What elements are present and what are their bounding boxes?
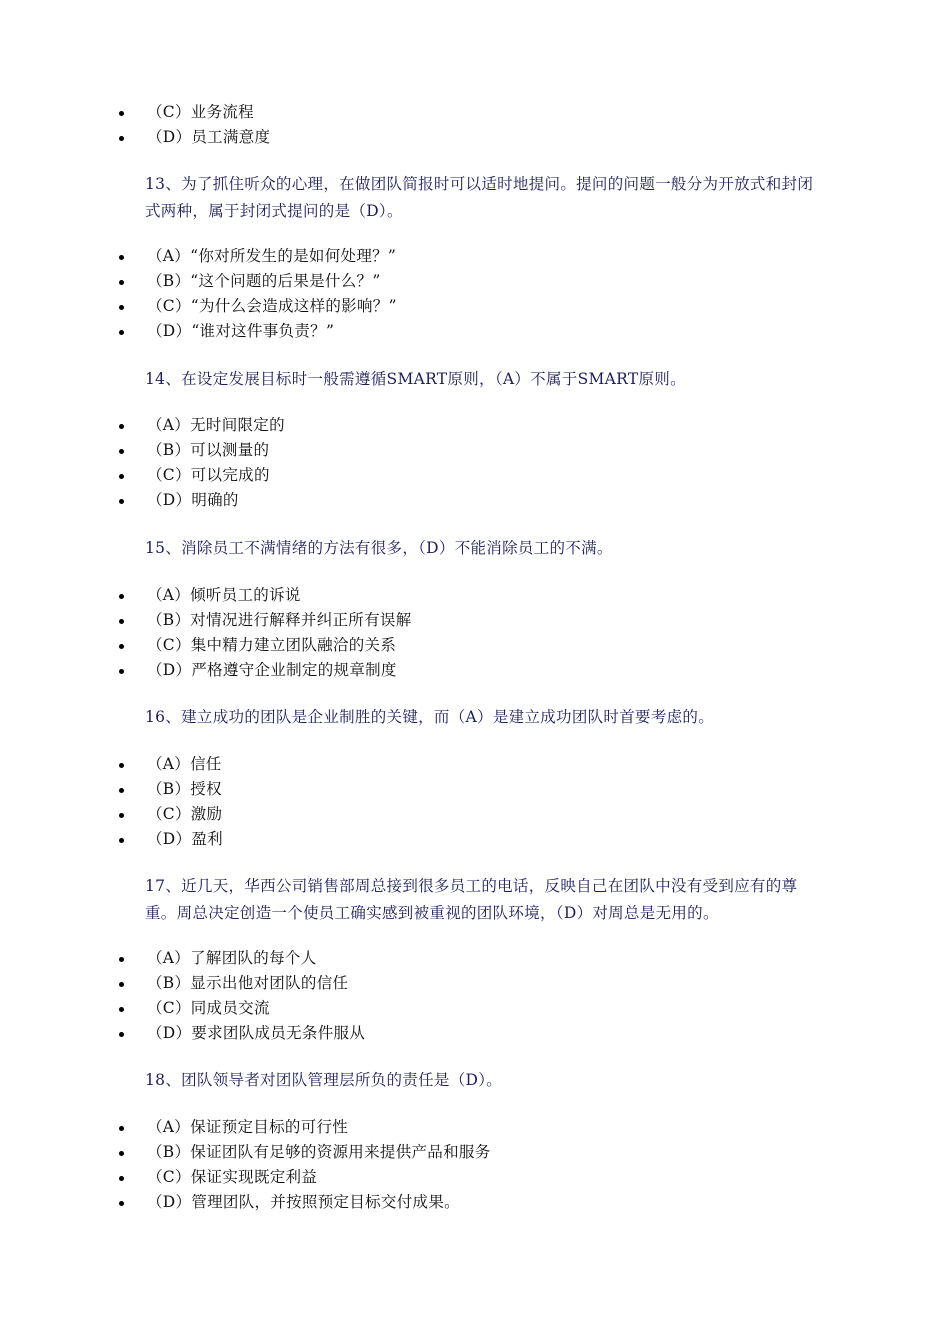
list-item: （A）“你对所发生的是如何处理？” bbox=[0, 244, 950, 269]
bullet-icon bbox=[119, 813, 124, 818]
list-item: （D）“谁对这件事负责？” bbox=[0, 319, 950, 344]
question-17: 17、近几天，华西公司销售部周总接到很多员工的电话，反映自己在团队中没有受到应有的尊重。周总决定创造一个使员工确实感到被重视的团队环境，（D）对周总是无用的。 bbox=[145, 877, 798, 922]
list-item: （D）管理团队，并按照预定目标交付成果。 bbox=[0, 1190, 950, 1215]
list-item: （B）可以测量的 bbox=[0, 438, 950, 463]
bullet-icon bbox=[119, 1126, 124, 1131]
bullet-icon bbox=[119, 305, 124, 310]
list-item: （D）明确的 bbox=[0, 488, 950, 513]
list-item: （A）保证预定目标的可行性 bbox=[0, 1115, 950, 1140]
list-item: （D）严格遵守企业制定的规章制度 bbox=[0, 658, 950, 683]
question-18: 18、团队领导者对团队管理层所负的责任是（D）。 bbox=[145, 1071, 503, 1089]
list-item: （B）对情况进行解释并纠正所有误解 bbox=[0, 608, 950, 633]
list-item: （B）保证团队有足够的资源用来提供产品和服务 bbox=[0, 1140, 950, 1165]
option-list bbox=[0, 244, 950, 344]
list-item: （A）倾听员工的诉说 bbox=[0, 583, 950, 608]
list-item: （A）信任 bbox=[0, 752, 950, 777]
bullet-icon bbox=[119, 1151, 124, 1156]
bullet-icon bbox=[119, 669, 124, 674]
bullet-icon bbox=[119, 499, 124, 504]
list-item: （C）集中精力建立团队融洽的关系 bbox=[0, 633, 950, 658]
bullet-icon bbox=[119, 1176, 124, 1181]
option-list bbox=[0, 413, 950, 513]
option-list bbox=[0, 100, 950, 150]
list-item: （C）业务流程 bbox=[0, 100, 950, 125]
list-item: （C）“为什么会造成这样的影响？” bbox=[0, 294, 950, 319]
list-item: （B）显示出他对团队的信任 bbox=[0, 971, 950, 996]
question-16: 16、建立成功的团队是企业制胜的关键，而（A）是建立成功团队时首要考虑的。 bbox=[145, 708, 715, 726]
bullet-icon bbox=[119, 449, 124, 454]
bullet-icon bbox=[119, 1032, 124, 1037]
list-item: （C）同成员交流 bbox=[0, 996, 950, 1021]
bullet-icon bbox=[119, 330, 124, 335]
bullet-icon bbox=[119, 111, 124, 116]
bullet-icon bbox=[119, 136, 124, 141]
question-14: 14、在设定发展目标时一般需遵循SMART原则，（A）不属于SMART原则。 bbox=[145, 370, 686, 388]
bullet-icon bbox=[119, 594, 124, 599]
option-list bbox=[0, 946, 950, 1046]
bullet-icon bbox=[119, 280, 124, 285]
bullet-icon bbox=[119, 619, 124, 624]
bullet-icon bbox=[119, 474, 124, 479]
list-item: （D）盈利 bbox=[0, 827, 950, 852]
bullet-icon bbox=[119, 644, 124, 649]
bullet-icon bbox=[119, 763, 124, 768]
bullet-icon bbox=[119, 957, 124, 962]
question-13: 13、为了抓住听众的心理，在做团队简报时可以适时地提问。提问的问题一般分为开放式和封闭式两种，属于封闭式提问的是（D）。 bbox=[145, 175, 814, 220]
list-item: （A）了解团队的每个人 bbox=[0, 946, 950, 971]
list-item: （B）授权 bbox=[0, 777, 950, 802]
list-item: （A）无时间限定的 bbox=[0, 413, 950, 438]
question-15: 15、消除员工不满情绪的方法有很多，（D）不能消除员工的不满。 bbox=[145, 539, 613, 557]
bullet-icon bbox=[119, 788, 124, 793]
option-list bbox=[0, 1115, 950, 1215]
list-item: （C）保证实现既定利益 bbox=[0, 1165, 950, 1190]
list-item: （B）“这个问题的后果是什么？” bbox=[0, 269, 950, 294]
bullet-icon bbox=[119, 255, 124, 260]
list-item: （C）激励 bbox=[0, 802, 950, 827]
option-list bbox=[0, 583, 950, 683]
bullet-icon bbox=[119, 424, 124, 429]
bullet-icon bbox=[119, 1007, 124, 1012]
list-item: （D）员工满意度 bbox=[0, 125, 950, 150]
list-item: （D）要求团队成员无条件服从 bbox=[0, 1021, 950, 1046]
bullet-icon bbox=[119, 982, 124, 987]
option-list bbox=[0, 752, 950, 852]
bullet-icon bbox=[119, 1201, 124, 1206]
bullet-icon bbox=[119, 838, 124, 843]
list-item: （C）可以完成的 bbox=[0, 463, 950, 488]
